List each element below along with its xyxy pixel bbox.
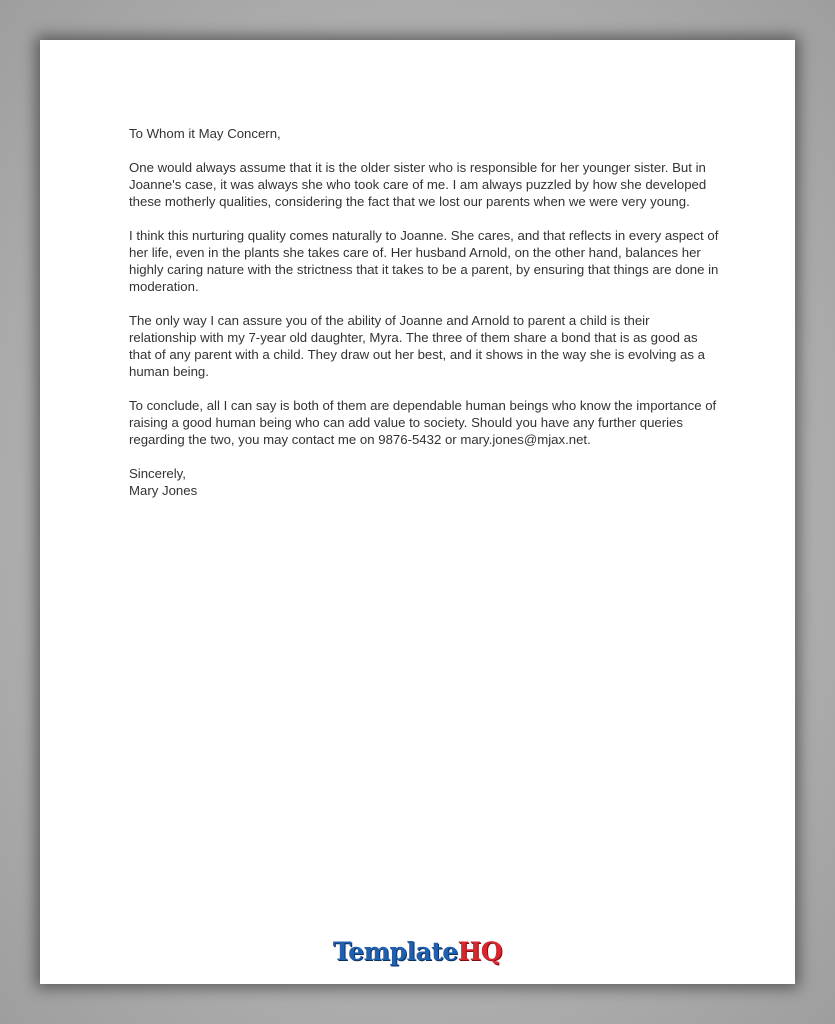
templatehq-logo <box>40 937 795 967</box>
paragraph-4: To conclude, all I can say is both of them are dependable human beings who know the importance of raising a good human being who can add value to society. Should you have any further queries regarding the two, you may contact me on 9876-5432 or mary.jones@mjax.net. <box>129 398 717 447</box>
paragraph-1: One would always assume that it is the older sister who is responsible for her younger sister. But in Joanne's case, it was always she who took care of me. I am always puzzled by how she developed these motherly qualities, considering the fact that we lost our parents when we were very young. <box>129 160 707 209</box>
paragraph-2: I think this nurturing quality comes naturally to Joanne. She cares, and that reflects in every aspect of her life, even in the plants she takes care of. Her husband Arnold, on the other hand, balances her highly caring nature with the strictness that it takes to be a parent, by ensuring that things are done in moderation. <box>129 228 719 294</box>
paragraph-3: The only way I can assure you of the ability of Joanne and Arnold to parent a child is their relationship with my 7-year old daughter, Myra. The three of them share a bond that is as good as that of any parent with a child. They draw out her best, and it shows in the way she is evolving as a human being. <box>129 313 705 379</box>
logo-text-hq: HQ <box>457 937 503 966</box>
logo-text-template: Template <box>332 937 458 966</box>
letter-body <box>129 125 719 499</box>
document-page <box>40 40 795 984</box>
signature: Mary Jones <box>129 483 198 498</box>
closing: Sincerely, <box>129 466 186 481</box>
salutation: To Whom it May Concern, <box>129 126 281 141</box>
